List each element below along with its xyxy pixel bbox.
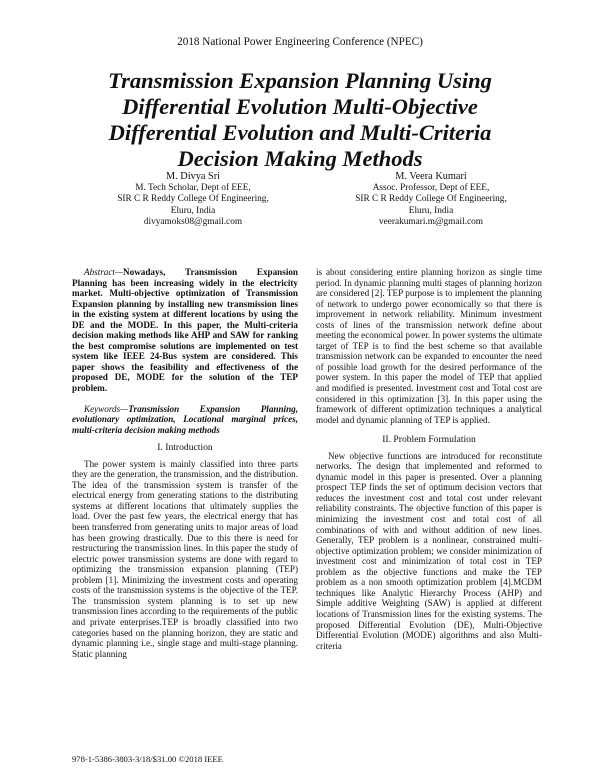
right-column xyxy=(316,267,542,651)
author-block-2 xyxy=(306,170,556,229)
author-role: Assoc. Professor, Dept of EEE, xyxy=(372,183,490,193)
author-block-1 xyxy=(68,170,318,229)
author-email: veerakumari.m@gmail.com xyxy=(378,217,484,228)
copyright-footer: 978-1-5386-3803-3/18/$31.00 ©2018 IEEE xyxy=(72,754,223,764)
abstract-text: Nowadays, Transmission Expansion Planning has been increasing widely in the electricity market. Multi-objective optimization of Transmission Expansion planning by installing new transmission lines in the existing system at different locations by using the DE and the MODE. In this paper, the Multi-criteria decision making methods like AHP and SAW for ranking the best compromise solutions are implemented on test system like IEEE 24-Bus system are considered. This paper shows the feasibility and effectiveness of the proposed DE, MODE for the solution of the TEP problem. xyxy=(72,267,298,394)
abstract-label: Abstract— xyxy=(84,267,124,277)
author-role: M. Tech Scholar, Dept of EEE, xyxy=(135,183,251,193)
author-location: Eluru, India xyxy=(170,205,216,216)
keywords-text: Transmission Expansion Planning, evolutionary optimization, Locational marginal prices, multi-criteria decision making methods xyxy=(72,403,298,435)
abstract xyxy=(72,267,298,394)
keywords-label: Keywords— xyxy=(84,403,129,414)
author-institution: SIR C R Reddy College Of Engineering, xyxy=(117,194,269,205)
keywords xyxy=(72,404,298,436)
introduction-paragraph-continued: is about considering entire planning horizon as single time period. In dynamic planning multi stages of planning horizon are considered [2]. TEP purpose is to implement the planning of network to undergo power economically so that there is improvement in network reliability. Minimum investment costs of lines of the transmission network define about meeting the economical power. In power systems the ultimate target of TEP is to find the best scheme so that available transmission network can be expanded to encounter the need of possible load growth for the desired performance of the power system. In this paper the model of TEP that applied and modified is presented. Investment cost and Total cost are considered in this optimization [3]. In this paper using the framework of different optimization techniques a analytical model and dynamic planning of TEP is applied. xyxy=(316,267,542,425)
author-email: divyamoks08@gmail.com xyxy=(143,217,243,228)
author-institution: SIR C R Reddy College Of Engineering, xyxy=(355,194,507,205)
paper-title: Transmission Expansion Planning Using Differential Evolution Multi-Objective Differential Evolution and Multi-Criteria Decision Making Methods xyxy=(108,68,492,171)
author-name: M. Divya Sri xyxy=(165,171,221,182)
conference-header: 2018 National Power Engineering Conference (NPEC) xyxy=(177,36,423,48)
author-name: M. Veera Kumari xyxy=(395,171,467,182)
author-location: Eluru, India xyxy=(408,205,454,216)
section-heading-problem-formulation: II. Problem Formulation xyxy=(382,434,476,446)
problem-formulation-paragraph: New objective functions are introduced for reconstitute networks. The design that implemented and reformed to dynamic model in this paper is presented. Over a planning prospect TEP finds the set of optimum decision vectors that reduces the investment cost and total cost under relevant reliability constraints. The objective function of this paper is minimizing the investment cost and total cost of all combinations of with and without addition of new lines. Generally, TEP problem is a nonlinear, constrained multi-objective optimization problem; we consider minimization of investment cost and minimization of total cost in TEP problem as the objective functions and make the TEP problem as a non smooth optimization problem [4].MCDM techniques like Analytic Hierarchy Process (AHP) and Simple additive Weighting (SAW) is applied at different locations of Transmission lines for the existing systems. The proposed Differential Evolution (DE), Multi-Objective Differential Evolution (MODE) algorithms and also Multi-criteria xyxy=(316,450,542,651)
introduction-paragraph: The power system is mainly classified into three parts they are the generation, the transmission, and the distribution. The idea of the transmission system is transfer of the electrical energy from generating stations to the distributing systems at different locations that ultimately supplies the load. Over the past few years, the electrical energy that has been transferred from generating units to major areas of load has been growing drastically. Due to this there is need for restructuring the transmission lines. In this paper the study of electric power transmission systems are done with regard to optimizing the transmission expansion planning (TEP) problem [1]. Minimizing the investment costs and operating costs of the transmission systems is the objective of the TEP. The transmission system planning is to set up new transmission lines according to the requirements of the public and private enterprises.TEP is broadly classified into two categories based on the planning horizon, they are static and dynamic planning i.e., single stage and multi-stage planning. Static planning xyxy=(72,458,298,659)
left-column xyxy=(72,267,298,659)
section-heading-introduction: I. Introduction xyxy=(157,442,213,454)
